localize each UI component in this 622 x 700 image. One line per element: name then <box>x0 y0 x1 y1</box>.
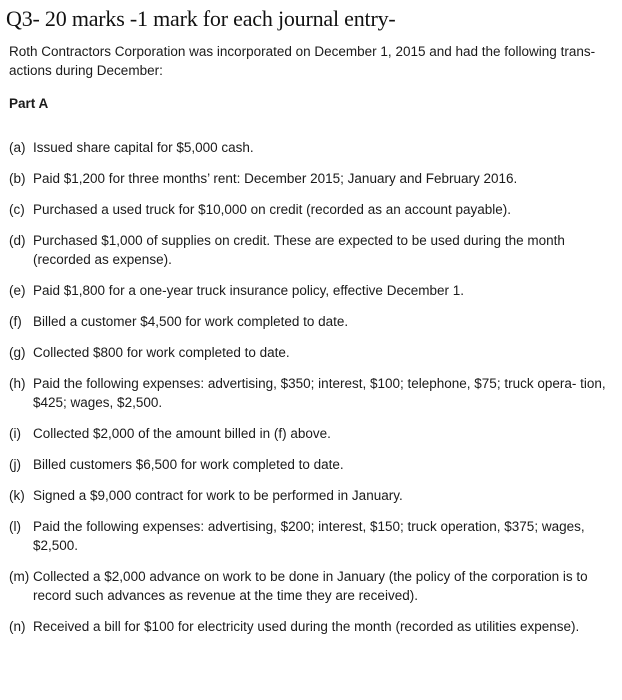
entry-m <box>9 567 609 605</box>
entry-text: Collected $2,000 of the amount billed in (f) above. <box>33 426 331 441</box>
entry-text: Paid $1,200 for three months’ rent: December 2015; January and February 2016. <box>33 171 518 186</box>
entry-letter: (e) <box>9 283 26 298</box>
entry-b <box>9 169 609 188</box>
entry-letter: (h) <box>9 376 26 391</box>
entry-l <box>9 517 609 555</box>
entry-text: Collected a $2,000 advance on work to be done in January (the policy of the corporation is to record such advances as revenue at the time they are received). <box>33 569 588 603</box>
entry-letter: (n) <box>9 619 26 634</box>
question-intro: Roth Contractors Corporation was incorporated on December 1, 2015 and had the following trans- actions during December: <box>9 44 596 78</box>
entry-text: Paid $1,800 for a one-year truck insurance policy, effective December 1. <box>33 283 464 298</box>
entry-text: Received a bill for $100 for electricity used during the month (recorded as utilities expense). <box>33 619 580 634</box>
entry-text: Paid the following expenses: advertising, $350; interest, $100; telephone, $75; truck opera- tion, $425; wages, $2,500. <box>33 376 606 410</box>
entry-letter: (l) <box>9 519 21 534</box>
entry-text: Billed customers $6,500 for work completed to date. <box>33 457 344 472</box>
entry-j <box>9 455 609 474</box>
entry-letter: (a) <box>9 140 26 155</box>
entry-text: Paid the following expenses: advertising, $200; interest, $150; truck operation, $375; wages, $2,500. <box>33 519 585 553</box>
entry-letter: (d) <box>9 233 26 248</box>
entry-n <box>9 617 609 636</box>
entry-letter: (g) <box>9 345 26 360</box>
entry-text: Issued share capital for $5,000 cash. <box>33 140 254 155</box>
part-title: Part A <box>9 96 49 111</box>
entry-text: Collected $800 for work completed to date. <box>33 345 290 360</box>
entry-e <box>9 281 609 300</box>
entry-k <box>9 486 609 505</box>
entry-d <box>9 231 609 269</box>
entry-h <box>9 374 609 412</box>
entry-letter: (j) <box>9 457 21 472</box>
entry-letter: (k) <box>9 488 25 503</box>
entry-c <box>9 200 609 219</box>
entry-text: Purchased $1,000 of supplies on credit. These are expected to be used during the month (recorded as expense). <box>33 233 565 267</box>
entry-a <box>9 138 609 157</box>
question-heading: Q3- 20 marks -1 mark for each journal entry- <box>6 6 396 31</box>
entry-f <box>9 312 609 331</box>
entry-letter: (f) <box>9 314 22 329</box>
entry-letter: (i) <box>9 426 21 441</box>
entry-letter: (b) <box>9 171 26 186</box>
entry-letter: (m) <box>9 569 30 584</box>
entry-text: Billed a customer $4,500 for work completed to date. <box>33 314 349 329</box>
entry-i <box>9 424 609 443</box>
entry-g <box>9 343 609 362</box>
entry-letter: (c) <box>9 202 25 217</box>
entry-text: Signed a $9,000 contract for work to be performed in January. <box>33 488 403 503</box>
entry-text: Purchased a used truck for $10,000 on credit (recorded as an account payable). <box>33 202 512 217</box>
